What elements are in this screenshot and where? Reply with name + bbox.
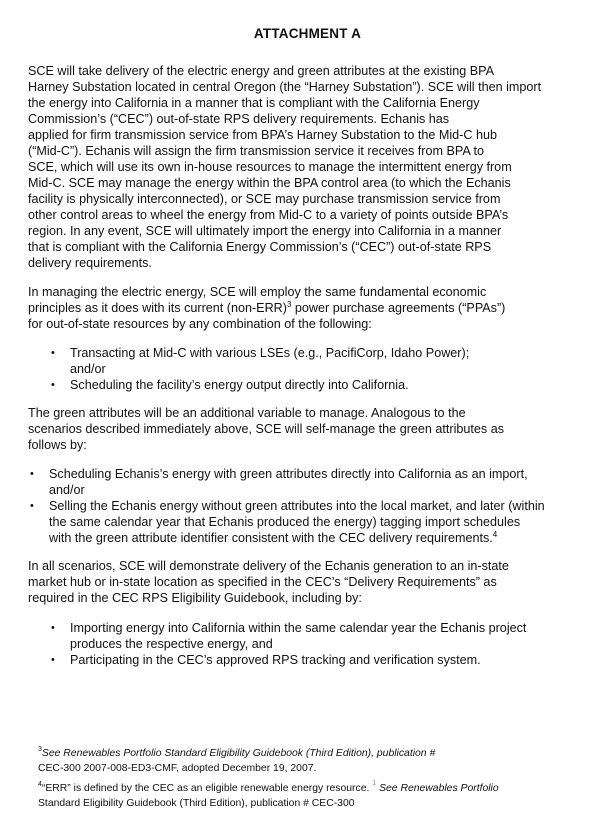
text-line: Commission’s (“CEC”) out-of-state RPS delivery requirements. Echanis has: [28, 112, 450, 126]
footnote-ref-3[interactable]: 3: [286, 300, 292, 309]
text-line: with the green attribute identifier consistent with the CEC delivery requirements.$^4$: [49, 530, 498, 545]
text-line: the same calendar year that Echanis produced the energy) tagging import schedules: [49, 515, 521, 529]
text-line: Harney Substation located in central Oregon (the “Harney Substation”). SCE will then import: [28, 80, 542, 94]
text-line: In managing the electric energy, SCE will employ the same fundamental economic: [28, 285, 487, 299]
bullet-icon: •: [30, 468, 34, 480]
footnote-3: $^3$See Renewables Portfolio Standard Eligibility Guidebook (Third Edition), publication #: [38, 746, 436, 759]
footnote-mark: 1: [372, 780, 377, 787]
text-line: for out-of-state resources by any combination of the following:: [28, 317, 372, 331]
bullet-icon: •: [51, 379, 55, 391]
text-line: region. In any event, SCE will ultimately import the energy into California in a manner: [28, 224, 502, 238]
text-line: Importing energy into California within the same calendar year the Echanis project: [70, 621, 527, 635]
bullet-icon: •: [30, 500, 34, 512]
text-line: SCE, which will use its own in-house resources to manage the intermittent energy from: [28, 160, 512, 174]
bullet-icon: •: [51, 347, 55, 359]
footnote-text: Standard Eligibility Guidebook (Third Edition), publication # CEC-300: [38, 798, 355, 809]
text-line: and/or: [70, 362, 106, 376]
footnote-ref-4[interactable]: 4: [492, 530, 498, 539]
text-line: (“Mid-C”). Echanis will assign the firm transmission service it receives from BPA to: [28, 144, 485, 158]
text-line: Transacting at Mid-C with various LSEs (e.g., PacifiCorp, Idaho Power);: [70, 346, 470, 360]
text-line: In all scenarios, SCE will demonstrate delivery of the Echanis generation to an in-state: [28, 559, 509, 573]
footnote-text: CEC-300 2007-008-ED3-CMF, adopted December 19, 2007.: [38, 763, 317, 774]
bullet-icon: •: [51, 622, 55, 634]
text-line: market hub or in-state location as specified in the CEC’s “Delivery Requirements” as: [28, 575, 497, 589]
text-line: The green attributes will be an additional variable to manage. Analogous to the: [28, 406, 466, 420]
text-line: follows by:: [28, 438, 87, 452]
text-line: required in the CEC RPS Eligibility Guidebook, including by:: [28, 591, 362, 605]
text-line: Selling the Echanis energy without green attributes into the local market, and later (within: [49, 499, 545, 513]
page-title: ATTACHMENT A: [253, 26, 362, 41]
text-line: Mid-C. SCE may manage the energy within the BPA control area (to which the Echanis: [28, 176, 511, 190]
text-line: that is compliant with the California Energy Commission’s (“CEC”) out-of-state RPS: [28, 240, 492, 254]
text-line: principles as it does with its current $(non-ERR)^3$ power purchase agreements (“PPAs”): [28, 300, 506, 315]
text-line: Participating in the CEC’s approved RPS tracking and verification system.: [70, 653, 481, 667]
text-line: Scheduling the facility’s energy output directly into California.: [70, 378, 409, 392]
bullet-icon: •: [51, 654, 55, 666]
footnote-number: 4: [38, 781, 42, 788]
footnote-4: $^4$“ERR” is defined by the CEC as an eligible renewable energy resource. $^1$ See Renewables Portfolio: [38, 780, 499, 794]
text-line: other control areas to wheel the energy from Mid-C to a variety of points outside BPA’s: [28, 208, 509, 222]
text-line: produces the respective energy, and: [70, 637, 273, 651]
text-line: delivery requirements.: [28, 256, 152, 270]
text-line: scenarios described immediately above, SCE will self-manage the green attributes as: [28, 422, 504, 436]
text-line: SCE will take delivery of the electric energy and green attributes at the existing BPA: [28, 64, 494, 78]
text-line: the energy into California in a manner that is compliant with the California Energy: [28, 96, 480, 110]
text-line: applied for firm transmission service from BPA’s Harney Substation to the Mid-C hub: [28, 128, 497, 142]
text-line: Scheduling Echanis’s energy with green attributes directly into California as an import,: [49, 467, 528, 481]
text-line: and/or: [49, 483, 85, 497]
text-line: facility is physically interconnected), or SCE may purchase transmission service from: [28, 192, 501, 206]
footnote-number: 3: [38, 746, 42, 753]
